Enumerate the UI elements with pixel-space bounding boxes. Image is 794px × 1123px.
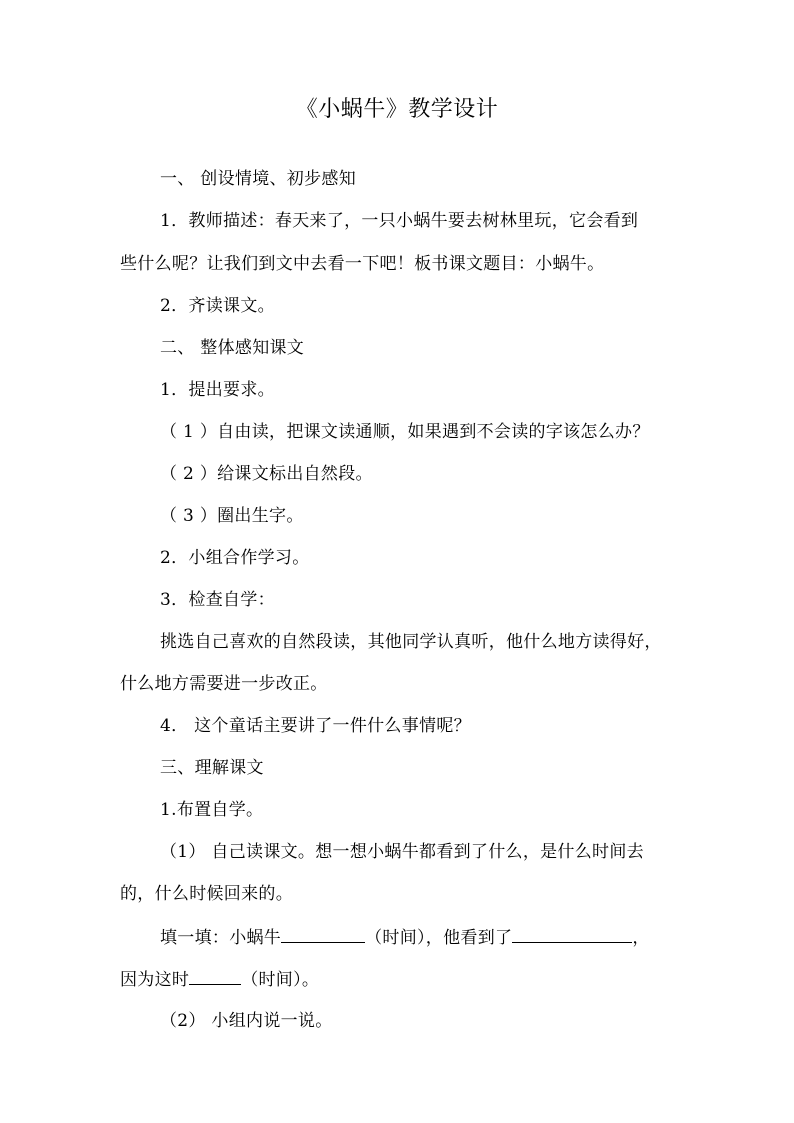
section-heading-2: 二、 整体感知课文 — [160, 338, 305, 358]
paragraph-line: 的，什么时候回来的。 — [120, 884, 293, 904]
paragraph-line: 4． 这个童话主要讲了一件什么事情呢？ — [160, 716, 471, 736]
paragraph-line: 1.布置自学。 — [160, 800, 264, 820]
paragraph-line: 些什么呢？让我们到文中去看一下吧！板书课文题目：小蜗牛。 — [120, 254, 605, 274]
paragraph-line: 什么地方需要进一步改正。 — [120, 674, 328, 694]
section-heading-3: 三、理解课文 — [160, 758, 264, 778]
paragraph-line: （ 3 ）圈出生字。 — [160, 506, 304, 526]
paragraph-line: 挑选自己喜欢的自然段读，其他同学认真听，他什么地方读得好， — [160, 632, 662, 652]
section-heading-1: 一、 创设情境、初步感知 — [160, 169, 357, 189]
fill-text: （时间）。 — [241, 970, 320, 990]
blank-time-1 — [281, 925, 365, 943]
fill-in-line — [160, 925, 650, 950]
paragraph-line: 1．提出要求。 — [160, 380, 275, 400]
paragraph-line: 2．小组合作学习。 — [160, 548, 310, 568]
paragraph-line: 1．教师描述：春天来了，一只小蜗牛要去树林里玩，它会看到 — [160, 211, 639, 231]
fill-text: 填一填：小蜗牛 — [160, 928, 282, 948]
paragraph-line: （ 1 ）自由读，把课文读通顺，如果遇到不会读的字该怎么办？ — [160, 422, 650, 442]
fill-text: ， — [632, 928, 650, 948]
fill-text: （时间），他看到了 — [365, 928, 513, 948]
fill-in-line — [120, 967, 319, 992]
paragraph-line: 2．齐读课文。 — [160, 296, 275, 316]
blank-seen — [512, 925, 632, 943]
paragraph-line: （1） 自己读课文。想一想小蜗牛都看到了什么，是什么时间去 — [160, 842, 644, 862]
blank-time-2 — [189, 967, 241, 985]
paragraph-line: （ 2 ）给课文标出自然段。 — [160, 464, 373, 484]
document-title: 《小蜗牛》教学设计 — [295, 97, 499, 122]
paragraph-line: 3．检查自学： — [160, 590, 275, 610]
paragraph-line: （2） 小组内说一说。 — [160, 1011, 333, 1031]
fill-text: 因为这时 — [120, 970, 190, 990]
